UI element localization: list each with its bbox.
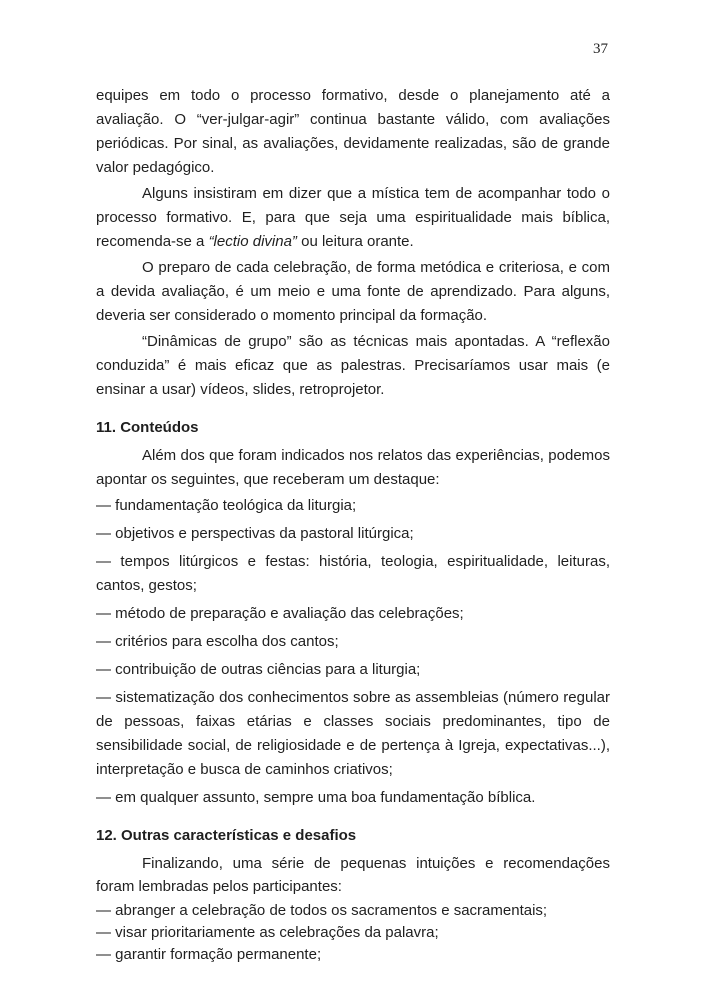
paragraph-mistica-text-after: ou leitura orante. [296, 233, 414, 250]
list-item: — critérios para escolha dos cantos; [96, 633, 339, 650]
paragraph-mistica [96, 182, 610, 254]
document-body [96, 84, 610, 966]
list-item: — garantir formação permanente; [96, 946, 322, 963]
section-12-intro: Finalizando, uma série de pequenas intuições e recomendações foram lembradas pelos participantes: [96, 855, 610, 895]
list-item: — visar prioritariamente as celebrações da palavra; [96, 924, 439, 941]
list-item: — objetivos e perspectivas da pastoral litúrgica; [96, 525, 414, 542]
section-11-heading: 11. Conteúdos [96, 419, 199, 436]
list-item: — método de preparação e avaliação das celebrações; [96, 605, 464, 622]
list-item: — abranger a celebração de todos os sacramentos e sacramentais; [96, 902, 548, 919]
list-item: — fundamentação teológica da liturgia; [96, 497, 357, 514]
list-item: — sistematização dos conhecimentos sobre as assembleias (número regular de pessoas, faixas etárias e classes sociais predominantes, tipo de sensibilidade social, de religiosidade e de pertença à Igreja, expectativas...), interpretação e busca de caminhos criativos; [96, 689, 610, 778]
paragraph-equipes: equipes em todo o processo formativo, desde o planejamento até a avaliação. O “ver-julgar-agir” continua bastante válido, com avaliações periódicas. Por sinal, as avaliações, devidamente realizadas, são de grande valor pedagógico. [96, 87, 610, 176]
lectio-divina-italic: “lectio divina” [208, 233, 297, 250]
page-number: 37 [593, 41, 608, 57]
paragraph-mistica-text-before: Alguns insistiram em dizer que a mística tem de acompanhar todo o processo formativo. E, para que seja uma espiritualidade mais bíblica, recomenda-se a [96, 185, 610, 250]
paragraph-preparo: O preparo de cada celebração, de forma metódica e criteriosa, e com a devida avaliação, é um meio e uma fonte de aprendizado. Para alguns, deveria ser considerado o momento principal da formação. [96, 259, 610, 324]
list-item: — tempos litúrgicos e festas: história, teologia, espiritualidade, leituras, cantos, gestos; [96, 553, 610, 594]
paragraph-dinamicas: “Dinâmicas de grupo” são as técnicas mais apontadas. A “reflexão conduzida” é mais eficaz que as palestras. Precisaríamos usar mais (e ensinar a usar) vídeos, slides, retroprojetor. [96, 333, 610, 398]
section-12-heading: 12. Outras características e desafios [96, 827, 357, 844]
section-11-intro: Além dos que foram indicados nos relatos das experiências, podemos apontar os seguintes, que receberam um destaque: [96, 447, 610, 488]
list-item: — contribuição de outras ciências para a liturgia; [96, 661, 421, 678]
list-item: — em qualquer assunto, sempre uma boa fundamentação bíblica. [96, 789, 536, 806]
